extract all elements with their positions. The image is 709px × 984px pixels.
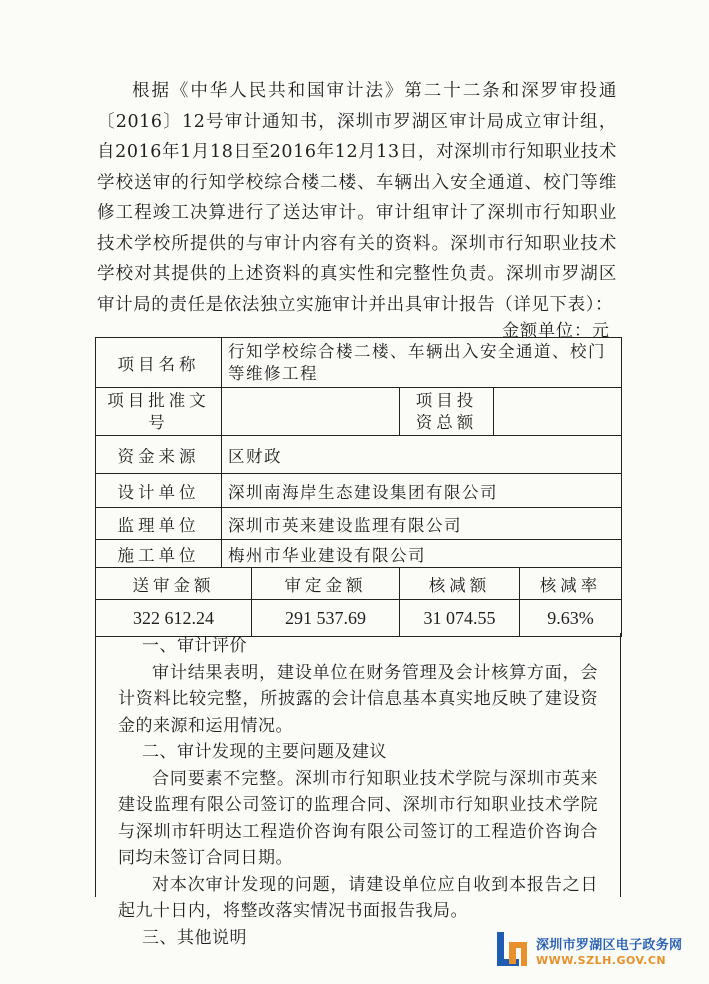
approval-number-value	[222, 388, 400, 436]
section-1-title: 一、审计评价	[142, 636, 247, 656]
intro-section	[97, 76, 617, 320]
approved-amount-value: 291 537.69	[252, 600, 400, 637]
design-unit-label: 设计单位	[96, 474, 222, 508]
section-1-body: 审计结果表明，建设单位在财务管理及会计核算方面，会计资料比较完整，所披露的会计信息基本真实地反映了建设资金的来源和运用情况。	[118, 662, 598, 736]
section-2-body: 合同要素不完整。深圳市行知职业技术学院与深圳市英来建设监理有限公司签订的监理合同、深圳市行知职业技术学院与深圳市轩明达工程造价咨询有限公司签订的工程造价咨询合同均未签订合同日期。	[118, 768, 598, 868]
supervision-unit-label: 监理单位	[96, 508, 222, 540]
table-row	[96, 474, 622, 508]
project-name-label: 项目名称	[96, 338, 222, 388]
table-header-row	[96, 568, 622, 600]
submitted-amount-value: 322 612.24	[96, 600, 252, 637]
site-url: WWW.SZLH.GOV.CN	[536, 954, 667, 967]
submitted-amount-header: 送审金额	[96, 568, 252, 600]
investment-total-value	[494, 388, 622, 436]
project-info-table	[95, 337, 622, 568]
construction-unit-label: 施工单位	[96, 540, 222, 568]
site-name: 深圳市罗湖区电子政务网	[536, 938, 683, 953]
fund-source-label: 资金来源	[96, 436, 222, 474]
intro-paragraph: 根据《中华人民共和国审计法》第二十二条和深罗审投通〔2016〕12号审计通知书，深圳市罗湖区审计局成立审计组，自2016年1月18日至2016年12月13日，对深圳市行知职业技术学校送审的行知学校综合楼二楼、车辆出入安全通道、校门等维修工程竣工决算进行了送达审计。审计组审计了深圳市行知职业技术学校所提供的与审计内容有关的资料。深圳市行知职业技术学校对其提供的上述资料的真实性和完整性负责。深圳市罗湖区审计局的责任是依法独立实施审计并出具审计报告（详见下表）：	[97, 81, 617, 315]
site-logo-icon	[494, 930, 532, 970]
audit-findings-cell	[95, 633, 621, 948]
site-watermark	[494, 930, 694, 974]
currency-unit-label: 金额单位：元	[502, 321, 610, 341]
deduction-rate-header: 核减率	[520, 568, 622, 600]
deduction-amount-header: 核减额	[400, 568, 520, 600]
approved-amount-header: 审定金额	[252, 568, 400, 600]
table-row	[96, 338, 622, 388]
fund-source-value: 区财政	[222, 436, 622, 474]
audit-amount-table	[95, 567, 622, 637]
section-3-title: 三、其他说明	[142, 927, 247, 948]
project-name-value: 行知学校综合楼二楼、车辆出入安全通道、校门等维修工程	[222, 338, 622, 388]
table-row	[96, 508, 622, 540]
supervision-unit-value: 深圳市英来建设监理有限公司	[222, 508, 622, 540]
construction-unit-value: 梅州市华业建设有限公司	[222, 540, 622, 568]
section-2-advice: 对本次审计发现的问题，请建设单位应自收到本报告之日起九十日内，将整改落实情况书面报告我局。	[118, 874, 598, 921]
table-row	[96, 540, 622, 568]
table-row	[96, 388, 622, 436]
deduction-rate-value: 9.63%	[520, 600, 622, 637]
table-row	[96, 600, 622, 637]
design-unit-value: 深圳南海岸生态建设集团有限公司	[222, 474, 622, 508]
section-2-title: 二、审计发现的主要问题及建议	[142, 742, 387, 762]
table-row	[96, 436, 622, 474]
investment-total-label: 项目投资总额	[400, 388, 494, 436]
deduction-amount-value: 31 074.55	[400, 600, 520, 637]
approval-number-label: 项目批准文号	[96, 388, 222, 436]
